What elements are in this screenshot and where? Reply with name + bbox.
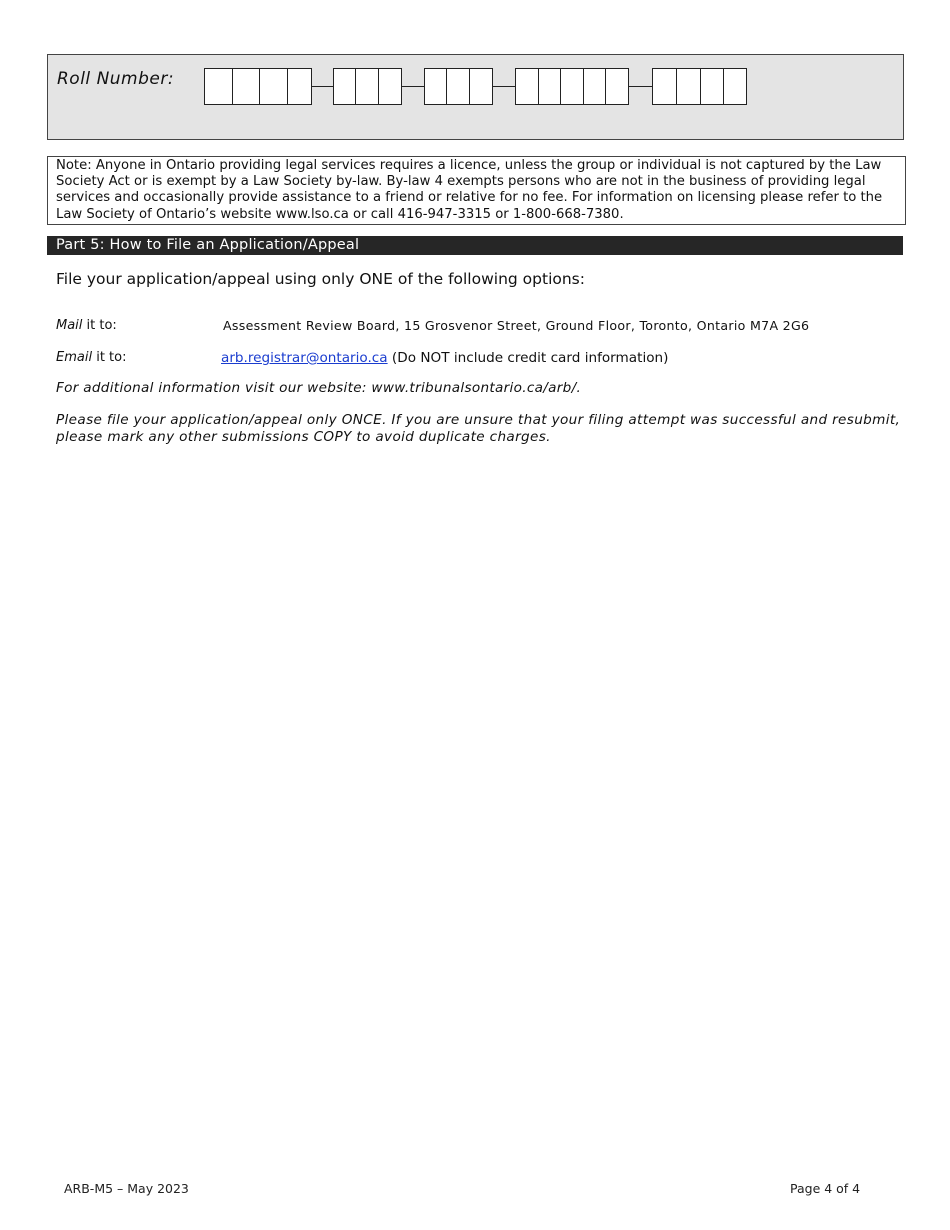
roll-number-digit[interactable] xyxy=(205,69,233,104)
roll-number-digit[interactable] xyxy=(677,69,701,104)
roll-number-digit[interactable] xyxy=(233,69,260,104)
roll-number-group-4[interactable] xyxy=(515,68,629,105)
roll-number-digit[interactable] xyxy=(288,69,312,104)
roll-number-digit[interactable] xyxy=(356,69,379,104)
roll-number-digit[interactable] xyxy=(470,69,493,104)
website-info: For additional information visit our website: www.tribunalsontario.ca/arb/. xyxy=(56,380,582,396)
mail-address: Assessment Review Board, 15 Grosvenor Street, Ground Floor, Toronto, Ontario M7A 2G6 xyxy=(223,318,810,333)
roll-number-section xyxy=(47,54,904,140)
roll-number-group-5[interactable] xyxy=(652,68,747,105)
licensing-note: Note: Anyone in Ontario providing legal services requires a licence, unless the group or individual is not captured by the Law Society Act or is exempt by a Law Society by-law. By-law 4 exempts persons who are not in the business of providing legal services and occasionally provide assistance to a friend or relative for no fee. For information on licensing please refer to the Law Society of Ontario’s website www.lso.ca or call 416-947-3315 or 1-800-668-7380. xyxy=(47,156,906,225)
email-note: (Do NOT include credit card information) xyxy=(387,350,669,366)
roll-number-digit[interactable] xyxy=(260,69,288,104)
roll-number-separator xyxy=(493,86,515,87)
roll-number-digit[interactable] xyxy=(539,69,561,104)
roll-number-digit[interactable] xyxy=(447,69,470,104)
roll-number-digit[interactable] xyxy=(379,69,402,104)
roll-number-label: Roll Number: xyxy=(57,69,175,89)
roll-number-digit[interactable] xyxy=(606,69,629,104)
roll-number-digit[interactable] xyxy=(425,69,447,104)
roll-number-digit[interactable] xyxy=(561,69,584,104)
mail-label: Mail it to: xyxy=(56,318,117,333)
roll-number-group-3[interactable] xyxy=(424,68,493,105)
roll-number-digit[interactable] xyxy=(516,69,539,104)
email-label: Email it to: xyxy=(56,350,127,365)
email-link[interactable]: arb.registrar@ontario.ca xyxy=(221,350,388,366)
email-value xyxy=(221,350,668,366)
roll-number-digit[interactable] xyxy=(334,69,356,104)
roll-number-digit[interactable] xyxy=(653,69,677,104)
roll-number-separator xyxy=(312,86,333,87)
roll-number-digit[interactable] xyxy=(724,69,747,104)
roll-number-separator xyxy=(402,86,424,87)
roll-number-digit[interactable] xyxy=(701,69,724,104)
roll-number-digit[interactable] xyxy=(584,69,606,104)
form-id: ARB-M5 – May 2023 xyxy=(64,1181,189,1196)
roll-number-group-1[interactable] xyxy=(204,68,312,105)
roll-number-group-2[interactable] xyxy=(333,68,402,105)
part-5-header: Part 5: How to File an Application/Appeal xyxy=(47,236,903,255)
file-once-notice: Please file your application/appeal only ONCE. If you are unsure that your filing attempt was successful and resubmit, please mark any other submissions COPY to avoid duplicate charges. xyxy=(56,412,901,445)
page-number: Page 4 of 4 xyxy=(790,1181,861,1196)
roll-number-separator xyxy=(629,86,652,87)
filing-intro: File your application/appeal using only ONE of the following options: xyxy=(56,270,585,288)
